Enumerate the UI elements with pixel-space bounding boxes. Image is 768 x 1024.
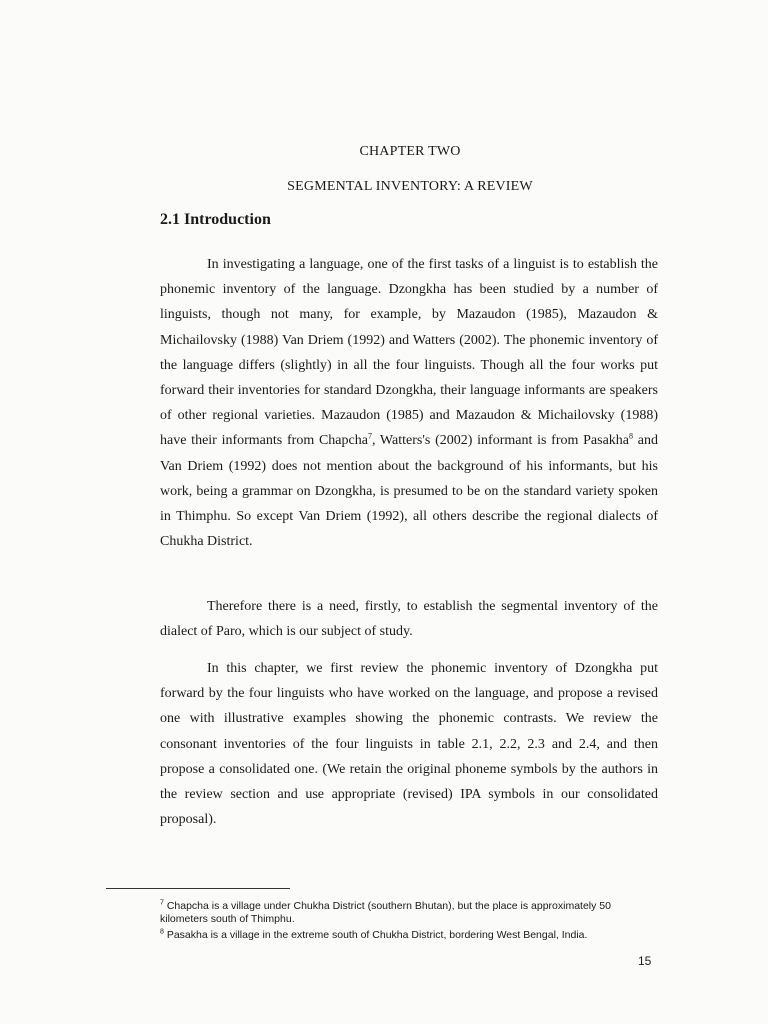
footnote-ref: 8 [629, 431, 634, 441]
chapter-title: SEGMENTAL INVENTORY: A REVIEW [287, 179, 533, 194]
footnote-ref: 7 [367, 431, 372, 441]
footnote-text: Pasakha is a village in the extreme south of Chukha District, bordering West Bengal, India. [163, 929, 588, 941]
footnote-mark: 7 [160, 899, 164, 907]
footnote-text: Chapcha is a village under Chukha District (southern Bhutan), but the place is approximately 50 kilometers south of Thimphu. [160, 900, 611, 925]
footnote [160, 900, 658, 926]
chapter-number: CHAPTER TWO [359, 144, 461, 159]
footnote [160, 929, 658, 942]
paragraph-text: In investigating a language, one of the first tasks of a linguist is to establish the phonemic inventory of the language. Dzongkha has been studied by a number of linguists, though not many, for example, by Mazaudon (1985), Mazaudon & Michailovsky (1988) Van Driem (1992) and Watters (2002). The phonemic inventory of the language differs (slightly) in all the four linguists. Though all the four works put forward their inventories for standard Dzongkha, their language informants are speakers of other regional varieties. Mazaudon (1985) and Mazaudon & Michailovsky (1988) have their informants from Chapcha [160, 257, 658, 449]
page-number: 15 [638, 954, 652, 968]
paragraph-text: In this chapter, we first review the phonemic inventory of Dzongkha put forward by the four linguists who have worked on the language, and propose a revised one with illustrative examples showing the phonemic contrasts. We review the consonant inventories of the four linguists in table 2.1, 2.2, 2.3 and 2.4, and then propose a consolidated one. (We retain the original phoneme symbols by the authors in the review section and use appropriate (revised) IPA symbols in our consolidated proposal). [160, 661, 658, 828]
paragraph-introduction [160, 252, 658, 554]
paragraph-need [160, 594, 658, 644]
paragraph-chapter-plan [160, 656, 658, 832]
section-heading: 2.1 Introduction [160, 211, 271, 228]
paragraph-text: and Van Driem (1992) does not mention about the background of his informants, but his work, being a grammar on Dzongkha, is presumed to be on the standard variety spoken in Thimphu. So except Van Driem (1992), all others describe the regional dialects of Chukha District. [160, 433, 658, 550]
footnote-mark: 8 [160, 928, 164, 936]
footnote-divider [106, 888, 290, 889]
paragraph-text: Therefore there is a need, firstly, to establish the segmental inventory of the dialect of Paro, which is our subject of study. [160, 599, 658, 640]
paragraph-text: , Watters's (2002) informant is from Pasakha [371, 433, 630, 449]
